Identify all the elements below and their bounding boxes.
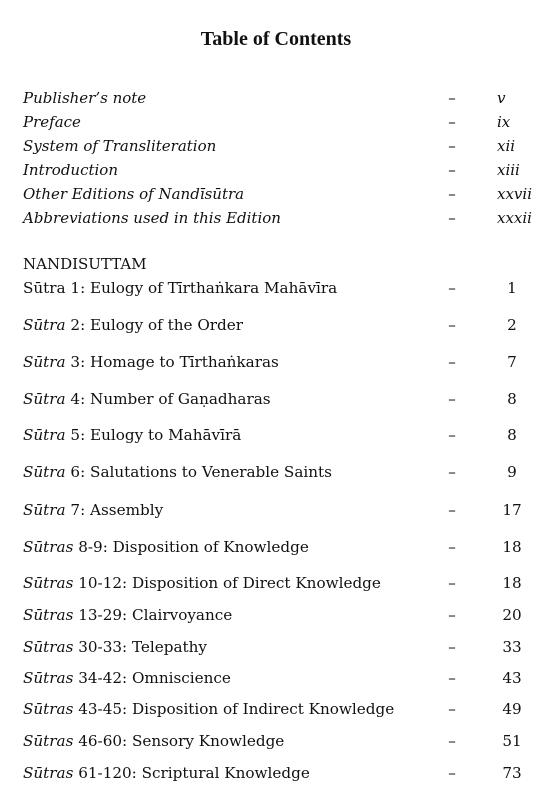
entry-prefix: Sūtras	[23, 669, 74, 687]
toc-entry	[23, 424, 528, 446]
entry-label	[23, 351, 279, 373]
entry-prefix: Sūtra	[23, 426, 66, 444]
entry-page: 8	[507, 390, 517, 408]
page-title: Table of Contents	[200, 28, 352, 50]
entry-dash: –	[448, 764, 456, 782]
entry-prefix: Sūtras	[23, 764, 74, 782]
toc-entry	[23, 388, 528, 410]
entry-page: 43	[502, 669, 522, 687]
entry-prefix: Sūtra	[23, 463, 66, 481]
entry-page: 33	[502, 638, 522, 656]
entry-label: Abbreviations used in this Edition	[23, 209, 281, 227]
entry-label	[23, 499, 163, 521]
entry-prefix: Sūtras	[23, 538, 74, 556]
entry-dash: –	[448, 669, 456, 687]
entry-label	[23, 604, 232, 626]
toc-entry	[23, 762, 528, 784]
toc-entry	[23, 277, 528, 299]
entry-dash: –	[448, 185, 456, 203]
entry-title: 10-12: Disposition of Direct Knowledge	[73, 574, 381, 592]
entry-label	[23, 424, 241, 446]
toc-entry	[23, 183, 532, 205]
entry-dash: –	[448, 538, 456, 556]
toc-entry	[23, 207, 532, 229]
entry-label	[23, 698, 394, 720]
entry-label	[23, 636, 207, 658]
toc-entry	[23, 314, 528, 336]
entry-dash: –	[448, 161, 456, 179]
entry-label: System of Transliteration	[23, 137, 217, 155]
entry-title: 34-42: Omniscience	[73, 669, 231, 687]
entry-title: 1: Eulogy of Tīrthaṅkara Mahāvīra	[65, 279, 338, 297]
entry-prefix: Sūtra	[23, 316, 66, 334]
entry-page: 8	[507, 426, 517, 444]
entry-title: 13-29: Clairvoyance	[73, 606, 233, 624]
entry-dash: –	[448, 606, 456, 624]
entry-label: Other Editions of Nandīsūtra	[23, 185, 245, 203]
entry-prefix: Sūtra	[23, 279, 66, 297]
entry-title: 61-120: Scriptural Knowledge	[73, 764, 310, 782]
entry-dash: –	[448, 353, 456, 371]
entry-dash: –	[448, 209, 456, 227]
entry-prefix: Sūtras	[23, 732, 74, 750]
entry-prefix: Sūtra	[23, 501, 66, 519]
entry-page: 1	[507, 279, 517, 297]
toc-entry	[23, 636, 528, 658]
toc-entry	[23, 536, 528, 558]
entry-page: xxvii	[497, 185, 532, 203]
entry-dash: –	[448, 700, 456, 718]
entry-dash: –	[448, 732, 456, 750]
entry-label	[23, 572, 381, 594]
entry-prefix: Sūtras	[23, 606, 74, 624]
entry-label	[23, 730, 284, 752]
entry-page: 18	[502, 538, 522, 556]
entry-page: 18	[502, 574, 522, 592]
entry-page: xii	[497, 137, 516, 155]
entry-label	[23, 667, 231, 689]
entry-title: 4: Number of Gaṇadharas	[65, 390, 271, 408]
toc-entry	[23, 351, 528, 373]
section-heading: NANDISUTTAM	[23, 255, 147, 273]
entry-dash: –	[448, 390, 456, 408]
entry-label	[23, 277, 337, 299]
entry-label	[23, 762, 310, 784]
entry-prefix: Sūtra	[23, 390, 66, 408]
entry-dash: –	[448, 638, 456, 656]
entry-label	[23, 388, 271, 410]
entry-label	[23, 536, 309, 558]
toc-entry	[23, 730, 528, 752]
entry-dash: –	[448, 574, 456, 592]
toc-entry	[23, 159, 528, 181]
entry-label	[23, 461, 332, 483]
entry-page: xxxii	[497, 209, 532, 227]
entry-page: 2	[507, 316, 517, 334]
entry-title: 8-9: Disposition of Knowledge	[73, 538, 309, 556]
entry-title: 6: Salutations to Venerable Saints	[65, 463, 332, 481]
toc-entry	[23, 572, 528, 594]
entry-prefix: Sūtra	[23, 353, 66, 371]
entry-title: 46-60: Sensory Knowledge	[73, 732, 285, 750]
entry-page: 17	[502, 501, 522, 519]
entry-dash: –	[448, 316, 456, 334]
entry-dash: –	[448, 89, 456, 107]
toc-entry	[23, 698, 528, 720]
entry-page: v	[497, 89, 506, 107]
entry-prefix: Sūtras	[23, 574, 74, 592]
entry-dash: –	[448, 426, 456, 444]
entry-prefix: Sūtras	[23, 700, 74, 718]
entry-dash: –	[448, 279, 456, 297]
toc-entry	[23, 499, 528, 521]
toc-entry	[23, 111, 528, 133]
entry-page: 20	[502, 606, 522, 624]
entry-title: 43-45: Disposition of Indirect Knowledge	[73, 700, 395, 718]
toc-entry	[23, 667, 528, 689]
entry-dash: –	[448, 463, 456, 481]
entry-title: 7: Assembly	[65, 501, 164, 519]
entry-page: 73	[502, 764, 522, 782]
entry-prefix: Sūtras	[23, 638, 74, 656]
entry-dash: –	[448, 501, 456, 519]
entry-title: 5: Eulogy to Mahāvīrā	[65, 426, 242, 444]
entry-page: 49	[502, 700, 522, 718]
toc-entry	[23, 604, 528, 626]
entry-label: Preface	[23, 113, 81, 131]
entry-label: Introduction	[23, 161, 118, 179]
entry-title: 30-33: Telepathy	[73, 638, 207, 656]
entry-page: 7	[507, 353, 517, 371]
entry-page: xiii	[497, 161, 520, 179]
entry-page: 9	[507, 463, 517, 481]
entry-label	[23, 314, 243, 336]
entry-title: 3: Homage to Tīrthaṅkaras	[65, 353, 279, 371]
entry-title: 2: Eulogy of the Order	[65, 316, 244, 334]
entry-dash: –	[448, 137, 456, 155]
entry-page: ix	[497, 113, 511, 131]
entry-dash: –	[448, 113, 456, 131]
entry-label: Publisher’s note	[23, 89, 147, 107]
toc-entry	[23, 87, 528, 109]
toc-entry	[23, 135, 528, 157]
toc-entry	[23, 461, 528, 483]
entry-page: 51	[502, 732, 522, 750]
